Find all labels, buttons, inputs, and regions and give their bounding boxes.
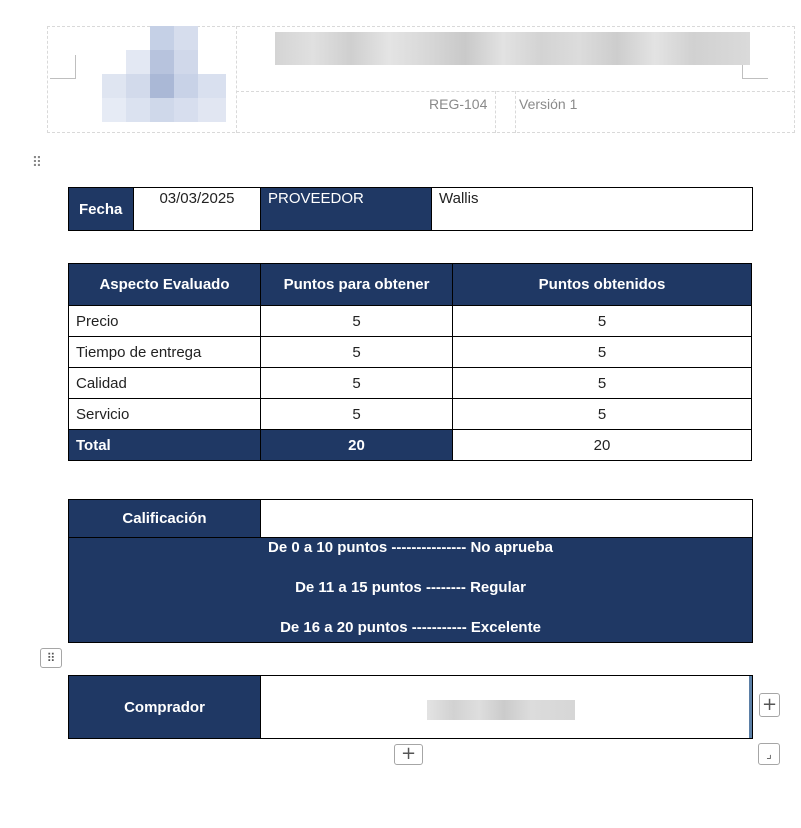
table-move-handle-icon[interactable]: ⠿ <box>40 648 62 668</box>
scale-line: De 0 a 10 puntos --------------- No aprueba <box>268 539 553 556</box>
obtained-points-cell[interactable]: 5 <box>453 368 752 399</box>
buyer-table <box>68 675 753 739</box>
move-handle-icon[interactable]: ⠿ <box>31 155 43 171</box>
table-row <box>69 337 752 368</box>
evaluation-table <box>68 263 752 461</box>
column-header: Puntos obtenidos <box>453 264 752 306</box>
rating-scale <box>69 538 753 643</box>
buyer-name <box>427 700 575 720</box>
buyer-signature-cell[interactable] <box>261 676 753 739</box>
aspect-cell[interactable]: Servicio <box>69 399 261 430</box>
aspect-cell[interactable]: Calidad <box>69 368 261 399</box>
document-title <box>275 32 750 65</box>
company-logo <box>102 26 226 122</box>
rating-table <box>68 499 753 643</box>
aspect-cell[interactable]: Precio <box>69 306 261 337</box>
total-possible[interactable]: 20 <box>261 430 453 461</box>
header-divider <box>236 26 237 133</box>
add-column-button[interactable]: + <box>759 693 780 717</box>
add-row-button[interactable]: + <box>394 744 423 765</box>
possible-points-cell[interactable]: 5 <box>261 306 453 337</box>
rating-label: Calificación <box>69 500 261 538</box>
aspect-cell[interactable]: Tiempo de entrega <box>69 337 261 368</box>
column-header: Puntos para obtener <box>261 264 453 306</box>
supplier-label: PROVEEDOR <box>261 188 432 231</box>
table-row <box>69 399 752 430</box>
obtained-points-cell[interactable]: 5 <box>453 337 752 368</box>
supplier-value[interactable]: Wallis <box>432 188 753 231</box>
doc-code: REG-104 <box>429 96 488 112</box>
header-divider <box>495 91 496 133</box>
scale-line: De 16 a 20 puntos ----------- Excelente <box>280 619 541 636</box>
buyer-label: Comprador <box>69 676 261 739</box>
column-header: Aspecto Evaluado <box>69 264 261 306</box>
total-obtained[interactable]: 20 <box>453 430 752 461</box>
scale-line: De 11 a 15 puntos -------- Regular <box>295 579 526 596</box>
possible-points-cell[interactable]: 5 <box>261 337 453 368</box>
table-row <box>69 368 752 399</box>
possible-points-cell[interactable]: 5 <box>261 368 453 399</box>
rating-value[interactable] <box>261 500 753 538</box>
crop-mark <box>50 55 76 79</box>
obtained-points-cell[interactable]: 5 <box>453 399 752 430</box>
text-cursor <box>749 676 752 738</box>
resize-table-icon[interactable]: ⌟ <box>758 743 780 765</box>
obtained-points-cell[interactable]: 5 <box>453 306 752 337</box>
possible-points-cell[interactable]: 5 <box>261 399 453 430</box>
total-row <box>69 430 752 461</box>
header-divider <box>515 91 516 133</box>
table-row <box>69 306 752 337</box>
date-value[interactable]: 03/03/2025 <box>134 188 261 231</box>
date-label: Fecha <box>69 188 134 231</box>
info-table <box>68 187 753 231</box>
doc-version: Versión 1 <box>519 96 578 112</box>
total-label: Total <box>69 430 261 461</box>
